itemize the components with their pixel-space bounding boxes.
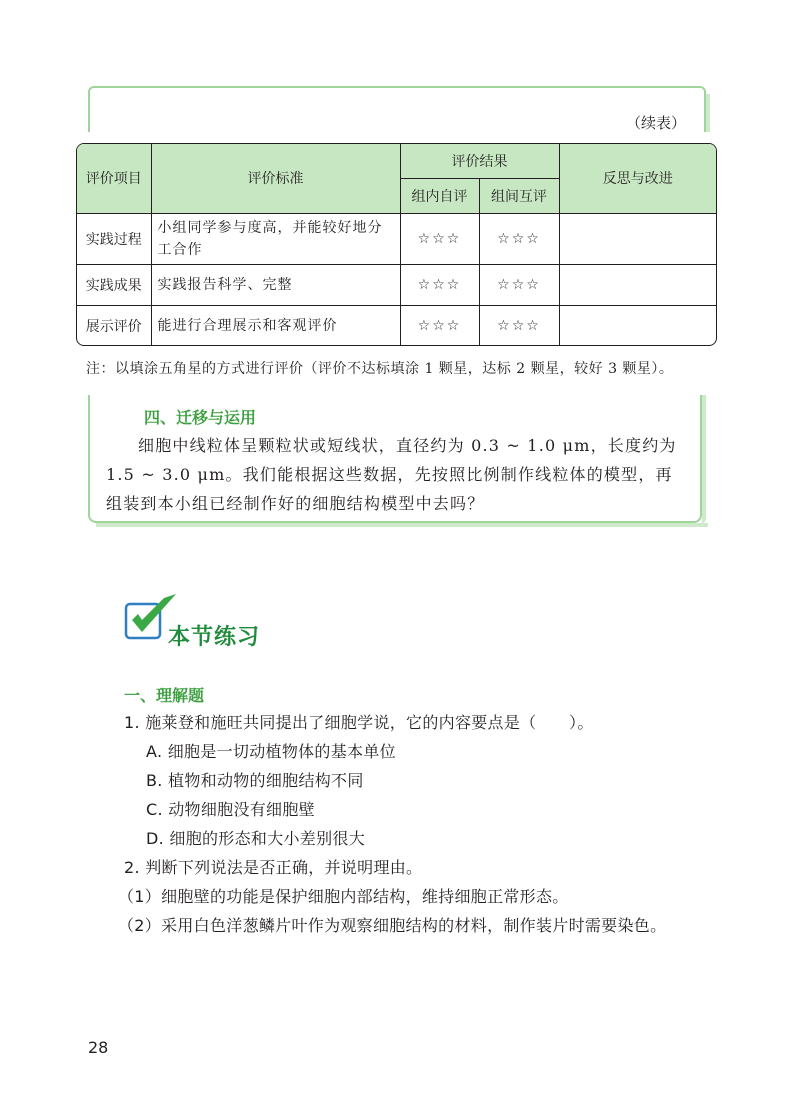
page-number: 28 (88, 1038, 109, 1057)
header-result: 评价结果 (400, 144, 559, 178)
box-shadow (96, 523, 708, 527)
box-shadow (702, 395, 706, 523)
header-reflection: 反思与改进 (559, 144, 716, 213)
row-item: 实践成果 (77, 264, 151, 305)
peer-eval-stars[interactable]: ☆☆☆ (479, 305, 559, 346)
row-item: 实践过程 (77, 213, 151, 264)
evaluation-table (76, 143, 717, 346)
question-1: 1. 施莱登和施旺共同提出了细胞学说，它的内容要点是（ ）。 (124, 713, 594, 732)
section-title: 四、迁移与运用 (144, 408, 257, 427)
row-standard: 能进行合理展示和客观评价 (151, 305, 400, 346)
header-standard: 评价标准 (151, 144, 400, 213)
box-shadow (706, 94, 710, 132)
practice-title: 本节练习 (168, 625, 261, 650)
activity-box-top (88, 86, 706, 132)
peer-eval-stars[interactable]: ☆☆☆ (479, 213, 559, 264)
question-2-item: （1）细胞壁的功能是保护细胞内部结构，维持细胞正常形态。 (118, 887, 569, 906)
header-peer-eval: 组间互评 (479, 178, 559, 213)
row-standard: 小组同学参与度高，并能较好地分工合作 (151, 213, 400, 264)
question-heading: 一、理解题 (124, 686, 205, 705)
peer-eval-stars[interactable]: ☆☆☆ (479, 264, 559, 305)
reflection-cell[interactable] (559, 264, 716, 305)
continued-label: （续表） (625, 114, 686, 132)
option-b: B. 植物和动物的细胞结构不同 (146, 771, 364, 790)
header-self-eval: 组内自评 (400, 178, 479, 213)
self-eval-stars[interactable]: ☆☆☆ (400, 305, 479, 346)
option-d: D. 细胞的形态和大小差别很大 (146, 829, 365, 848)
row-standard: 实践报告科学、完整 (151, 264, 400, 305)
section-paragraph: 细胞中线粒体呈颗粒状或短线状，直径约为 0.3 ~ 1.0 μm，长度约为 1.5 ~ 3.0 μm。我们能根据这些数据，先按照比例制作线粒体的模型，再组装到本小组已经制作好的细胞结构模型中去吗？ (106, 436, 677, 513)
table-row (77, 213, 716, 264)
question-2-item: （2）采用白色洋葱鳞片叶作为观察细胞结构的材料，制作装片时需要染色。 (118, 916, 667, 935)
row-item: 展示评价 (77, 305, 151, 346)
table-note: 注：以填涂五角星的方式进行评价（评价不达标填涂 1 颗星，达标 2 颗星，较好 3 颗星）。 (86, 361, 674, 377)
option-a: A. 细胞是一切动植物体的基本单位 (146, 742, 396, 761)
table-row (77, 264, 716, 305)
self-eval-stars[interactable]: ☆☆☆ (400, 213, 479, 264)
reflection-cell[interactable] (559, 213, 716, 264)
header-item: 评价项目 (77, 144, 151, 213)
option-c: C. 动物细胞没有细胞壁 (146, 800, 315, 819)
question-2: 2. 判断下列说法是否正确，并说明理由。 (124, 858, 423, 877)
self-eval-stars[interactable]: ☆☆☆ (400, 264, 479, 305)
reflection-cell[interactable] (559, 305, 716, 346)
table-row (77, 305, 716, 346)
activity-box-bottom (88, 395, 702, 523)
